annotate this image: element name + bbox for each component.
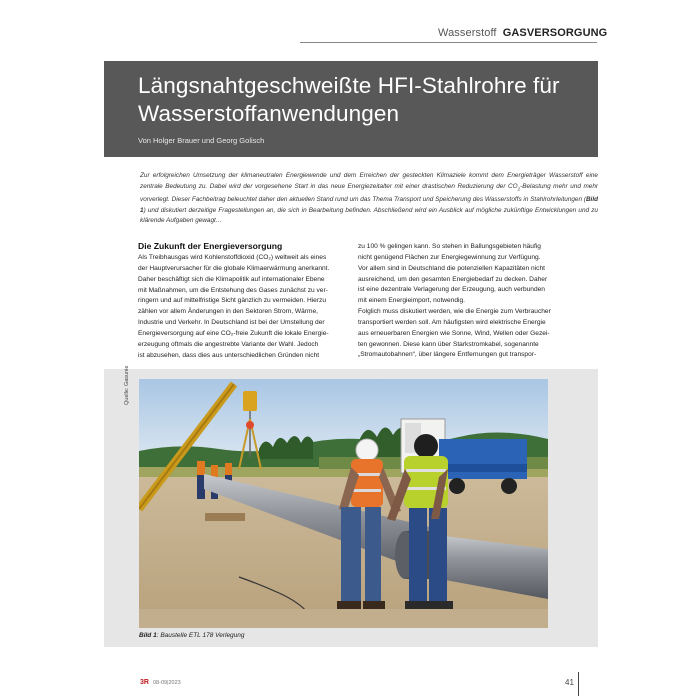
- section-heading: Die Zukunft der Energieversorgung: [138, 241, 283, 251]
- caption-text: : Baustelle ETL 178 Verlegung: [156, 632, 245, 639]
- title-line-1: Längsnahtgeschweißte HFI-Stahlrohre für: [138, 73, 560, 98]
- body-line: ten gewonnen. Diese kann über Starkstromkabel, sogenannte: [358, 340, 539, 348]
- page-number: 41: [565, 678, 574, 687]
- body-line: zu 100 % gelingen kann. So stehen in Ballungsgebieten häufig: [358, 243, 541, 250]
- page-number-divider: [578, 672, 579, 696]
- issue-number: 08-09|2023: [153, 680, 181, 686]
- journal-logo: 3R: [140, 679, 149, 686]
- body-column-2: [358, 242, 582, 361]
- article-intro: Zur erfolgreichen Umsetzung der klimaneutralen Energiewende und dem Erreichen der gesteckten Klimaziele kommt dem Energieträger Wasserstoff eine zentrale Bedeutung zu. Dabei wird der vorgesehene Start in das neue Energiezeitalter mit einer drastischen Reduzierung der $CO_2$-Belastung mehr und mehr vorverlegt. Dieser Fachbeitrag beleuchtet daher den aktuellen Stand rund um das Thema Transport und Speicherung des Wasserstoffs in Stahlrohrleitungen (Bild 1) und diskutiert derzeitige Fragestellungen an, die sich in Bearbeitung befinden. Abschließend wird ein Ausblick auf mögliche zukünftige Entwicklungen und zu klärende Aufgaben gewagt…: [140, 172, 599, 225]
- body-line: transportiert werden soll. Am häufigsten wird elektrische Energie: [358, 318, 546, 326]
- body-line: erzeugung oftmals die angestrebte Variante der Wahl. Jedoch: [138, 340, 319, 348]
- caption-label: Bild 1: [139, 632, 157, 639]
- article-title: [138, 72, 588, 128]
- title-line-2: Wasserstoffanwendungen: [138, 101, 400, 126]
- body-line: Folglich muss diskutiert werden, wie die Energie zum Verbraucher: [358, 308, 551, 316]
- article-authors: Von Holger Brauer und Georg Golisch: [138, 136, 265, 145]
- body-line: der Hauptverursacher für die globale Klimaerwärmung anerkannt.: [138, 264, 330, 272]
- figure-reference: Bild 1: [140, 195, 599, 214]
- body-line: Daher beschäftigt sich die Klimapolitik auf internationaler Ebene: [138, 275, 325, 283]
- body-line: aus erneuerbaren Energien wie Sonne, Wind, Wellen oder Gezei-: [358, 329, 550, 337]
- header-category: Wasserstoff: [438, 27, 497, 39]
- body-line: Als Treibhausgas wird Kohlenstoffdioxid (CO₂) weltweit als eines: [138, 254, 327, 261]
- title-banner: [104, 61, 598, 157]
- header-section: GASVERSORGUNG: [502, 27, 608, 39]
- body-line: Vor allem sind in Deutschland die potenziellen Kapazitäten nicht: [358, 264, 545, 272]
- body-line: ausreichend, um den gesamten Energiebedarf zu decken. Daher: [358, 275, 548, 283]
- body-line: Industrie und Verkehr. In Deutschland ist bei der Umstellung der: [138, 319, 325, 327]
- construction-photo: [139, 379, 548, 628]
- body-line: ringern und auf mittelfristige Sicht gänzlich zu vermeiden. Hierzu: [138, 297, 327, 305]
- body-line: mit Maßnahmen, um die Entstehung des Gases zunächst zu ver-: [138, 286, 328, 294]
- body-line: „Stromautobahnen“, über längere Entfernungen gut transpor-: [358, 351, 537, 359]
- body-line: zählen vor allem Änderungen in den Sektoren Strom, Wärme,: [138, 308, 318, 316]
- figure-caption: [139, 632, 245, 639]
- body-column-1: [138, 241, 362, 361]
- running-header: [438, 27, 607, 39]
- photo-source: Quelle: Gasunie: [124, 365, 130, 405]
- header-divider: [300, 42, 597, 43]
- body-line: nicht genügend Flächen zur Energiegewinnung zur Verfügung.: [358, 253, 541, 261]
- body-line: Energieversorgung auf eine CO₂-freie Zukunft die lokale Energie-: [138, 329, 329, 337]
- body-line: ist abzusehen, dass dies aus unterschiedlichen Gründen nicht: [138, 351, 320, 359]
- body-line: mit einem Energieimport, notwendig.: [358, 297, 466, 305]
- body-line: ist eine dezentrale Verlagerung der Erzeugung, auch verbunden: [358, 286, 545, 294]
